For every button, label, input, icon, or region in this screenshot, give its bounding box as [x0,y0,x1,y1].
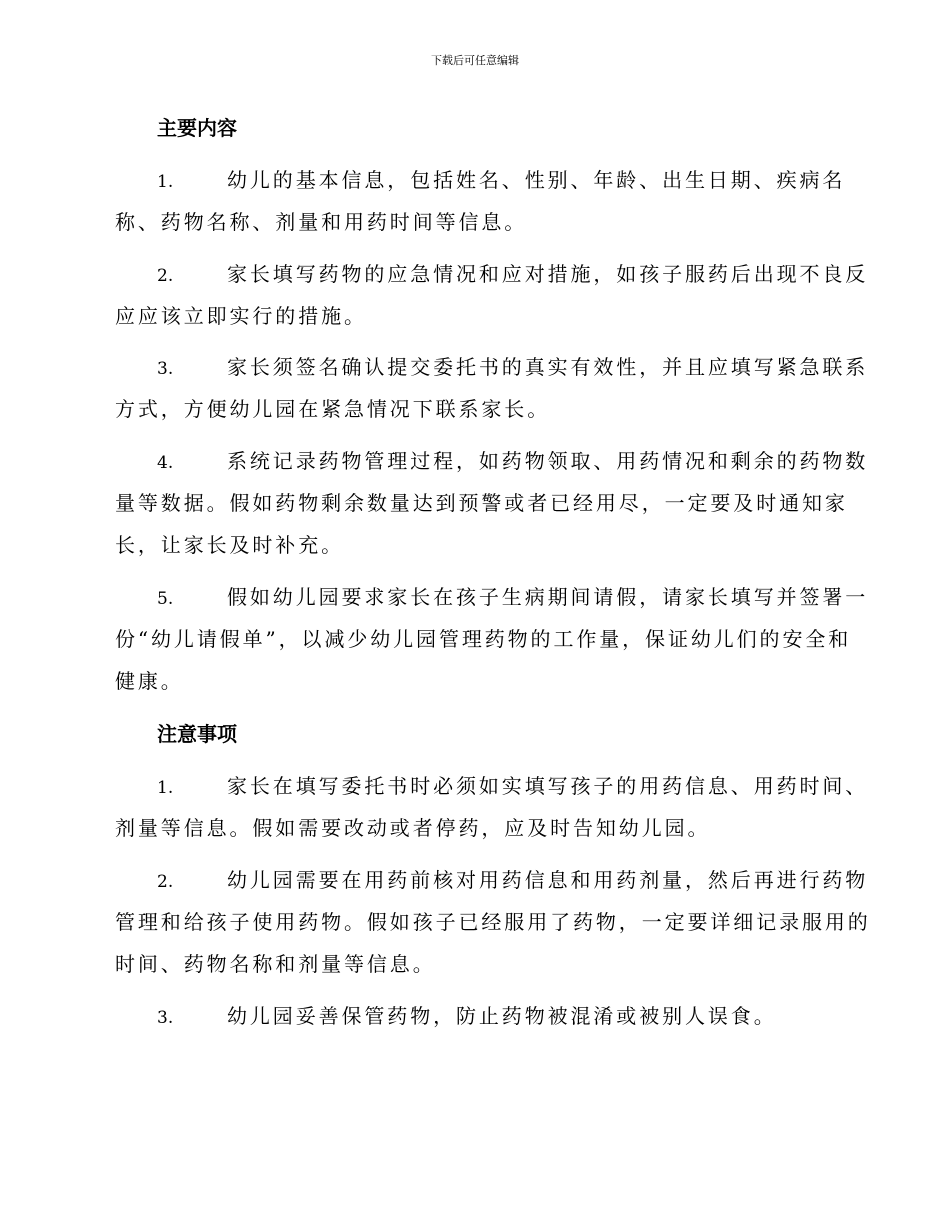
item-first-line [115,253,869,295]
list-item-main-5 [115,576,869,702]
item-continuation-line: 管理和给孩子使用药物。假如孩子已经服用了药物，一定要详细记录服用的 [115,910,871,934]
list-item-main-2 [115,253,869,337]
item-first-line [115,159,846,201]
section-heading-main-content: 主要内容 [157,116,237,140]
item-number: 3. [157,1008,174,1028]
item-continuation-line: 方式，方便幼儿园在紧急情况下联系家长。 [115,397,551,421]
item-continuation-line: 份“幼儿请假单”，以减少幼儿园管理药物的工作量，保证幼儿们的安全和 [115,627,852,651]
item-continuation-line: 健康。 [115,669,184,693]
section-heading-notes: 注意事项 [157,722,237,746]
item-text: 家长在填写委托书时必须如实填写孩子的用药信息、用药时间、 [227,774,869,798]
header-note: 下载后可任意编辑 [431,54,519,67]
item-first-line [115,995,835,1037]
item-first-line [115,859,869,901]
item-first-line [115,576,869,618]
list-item-main-3 [115,346,869,430]
item-number: 2. [157,266,174,286]
item-text: 系统记录药物管理过程，如药物领取、用药情况和剩余的药物数 [227,449,869,473]
item-first-line [115,440,869,482]
list-item-main-4 [115,440,869,566]
list-item-notes-3 [115,995,835,1037]
item-continuation-line: 量等数据。假如药物剩余数量达到预警或者已经用尽，一定要及时通知家 [115,491,848,515]
item-number: 1. [157,778,174,798]
item-number: 4. [157,453,174,473]
item-text: 家长填写药物的应急情况和应对措施，如孩子服药后出现不良反 [227,262,869,286]
item-text: 幼儿园妥善保管药物，防止药物被混淆或被别人误食。 [227,1004,777,1028]
item-continuation-line: 应应该立即实行的措施。 [115,304,367,328]
list-item-notes-1 [115,765,869,849]
item-number: 1. [157,172,174,192]
list-item-notes-2 [115,859,871,985]
item-number: 5. [157,589,174,609]
item-text: 幼儿园需要在用药前核对用药信息和用药剂量，然后再进行药物 [227,868,869,892]
item-continuation-line: 长，让家长及时补充。 [115,533,344,557]
item-continuation-line: 时间、药物名称和剂量等信息。 [115,952,436,976]
item-first-line [115,346,869,388]
list-item-main-1 [115,159,846,243]
item-text: 假如幼儿园要求家长在孩子生病期间请假，请家长填写并签署一 [227,585,869,609]
item-number: 3. [157,359,174,379]
item-text: 家长须签名确认提交委托书的真实有效性，并且应填写紧急联系 [227,355,869,379]
item-continuation-line: 剂量等信息。假如需要改动或者停药，应及时告知幼儿园。 [115,816,711,840]
item-continuation-line: 称、药物名称、剂量和用药时间等信息。 [115,210,528,234]
item-text: 幼儿的基本信息，包括姓名、性别、年龄、出生日期、疾病名 [227,168,846,192]
item-first-line [115,765,869,807]
item-number: 2. [157,872,174,892]
